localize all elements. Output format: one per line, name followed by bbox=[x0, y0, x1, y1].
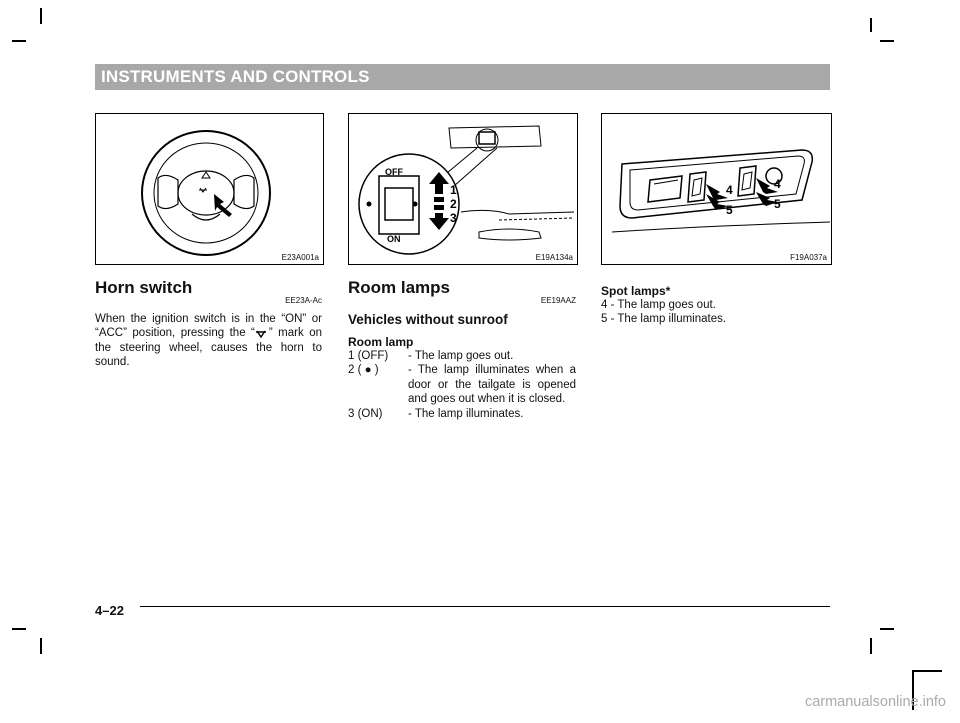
figure-code: F19A037a bbox=[790, 253, 827, 262]
figure-code: E19A134a bbox=[535, 253, 573, 262]
list-item bbox=[348, 349, 576, 363]
list-item bbox=[348, 363, 576, 406]
horn-icon bbox=[255, 329, 269, 338]
figure-code: E23A001a bbox=[281, 253, 319, 262]
room-lamp-figure bbox=[348, 113, 578, 265]
section-code: EE19AAZ bbox=[540, 296, 576, 305]
item-desc: - The lamp goes out. bbox=[408, 350, 514, 362]
horn-text-start: When the ignition switch is in the “ON” or “ACC” position, pressing the “ bbox=[95, 313, 322, 340]
dot-icon: ● bbox=[364, 364, 372, 377]
section-heading: Room lamps bbox=[348, 278, 451, 297]
item-key-suffix: ) bbox=[374, 364, 379, 377]
section-header bbox=[95, 64, 830, 90]
crop-mark bbox=[870, 18, 872, 32]
position-3-label: 3 bbox=[450, 211, 457, 225]
item-desc: - The lamp illuminates. bbox=[408, 407, 524, 420]
room-lamps-section bbox=[348, 278, 576, 421]
horn-figure bbox=[95, 113, 324, 265]
crop-mark bbox=[40, 8, 42, 24]
position-1-label: 1 bbox=[450, 183, 457, 197]
room-lamp-illustration bbox=[349, 114, 577, 264]
item-key-prefix: 2 ( bbox=[348, 364, 362, 377]
off-label: OFF bbox=[385, 167, 403, 177]
horn-section bbox=[95, 278, 322, 370]
position-2-label: 2 bbox=[450, 197, 457, 211]
list-item: 4 - The lamp goes out. bbox=[601, 299, 716, 311]
crop-mark bbox=[12, 628, 26, 630]
on-label: ON bbox=[387, 234, 401, 244]
minor-heading: Spot lamps* bbox=[601, 284, 671, 298]
item-key: 3 (ON) bbox=[348, 407, 383, 420]
horn-text-end: ” mark on the steering wheel, causes the horn to sound. bbox=[95, 327, 322, 369]
spot-label-4: 4 bbox=[774, 177, 781, 191]
item-key: 1 (OFF) bbox=[348, 350, 389, 362]
footer-rule bbox=[140, 606, 830, 607]
spot-lamp-figure bbox=[601, 113, 832, 265]
section-code: EE23A-Ac bbox=[285, 296, 322, 305]
list-item bbox=[348, 407, 576, 421]
crop-mark bbox=[880, 40, 894, 42]
crop-mark bbox=[40, 638, 42, 654]
crop-mark bbox=[870, 638, 872, 654]
spot-lamps-section bbox=[601, 284, 830, 327]
watermark: carmanualsonline.info bbox=[804, 694, 946, 710]
crop-mark bbox=[880, 628, 894, 630]
spot-lamp-illustration bbox=[602, 114, 831, 264]
minor-heading: Room lamp bbox=[348, 335, 414, 349]
subsection-heading: Vehicles without sunroof bbox=[348, 312, 508, 327]
crop-mark bbox=[12, 40, 26, 42]
spot-label-5: 5 bbox=[774, 197, 781, 211]
spot-label-4: 4 bbox=[726, 183, 733, 197]
page-number: 4–22 bbox=[95, 603, 124, 618]
section-title: INSTRUMENTS AND CONTROLS bbox=[101, 67, 370, 86]
horn-description bbox=[95, 312, 322, 370]
item-key bbox=[348, 363, 408, 406]
section-heading: Horn switch bbox=[95, 278, 193, 297]
spot-label-5: 5 bbox=[726, 203, 733, 217]
list-item: 5 - The lamp illuminates. bbox=[601, 313, 727, 326]
item-desc: - The lamp illuminates when a door or the tailgate is opened and goes out when it is closed. bbox=[408, 364, 576, 406]
crop-mark bbox=[912, 670, 942, 672]
steering-wheel-illustration bbox=[96, 114, 323, 264]
